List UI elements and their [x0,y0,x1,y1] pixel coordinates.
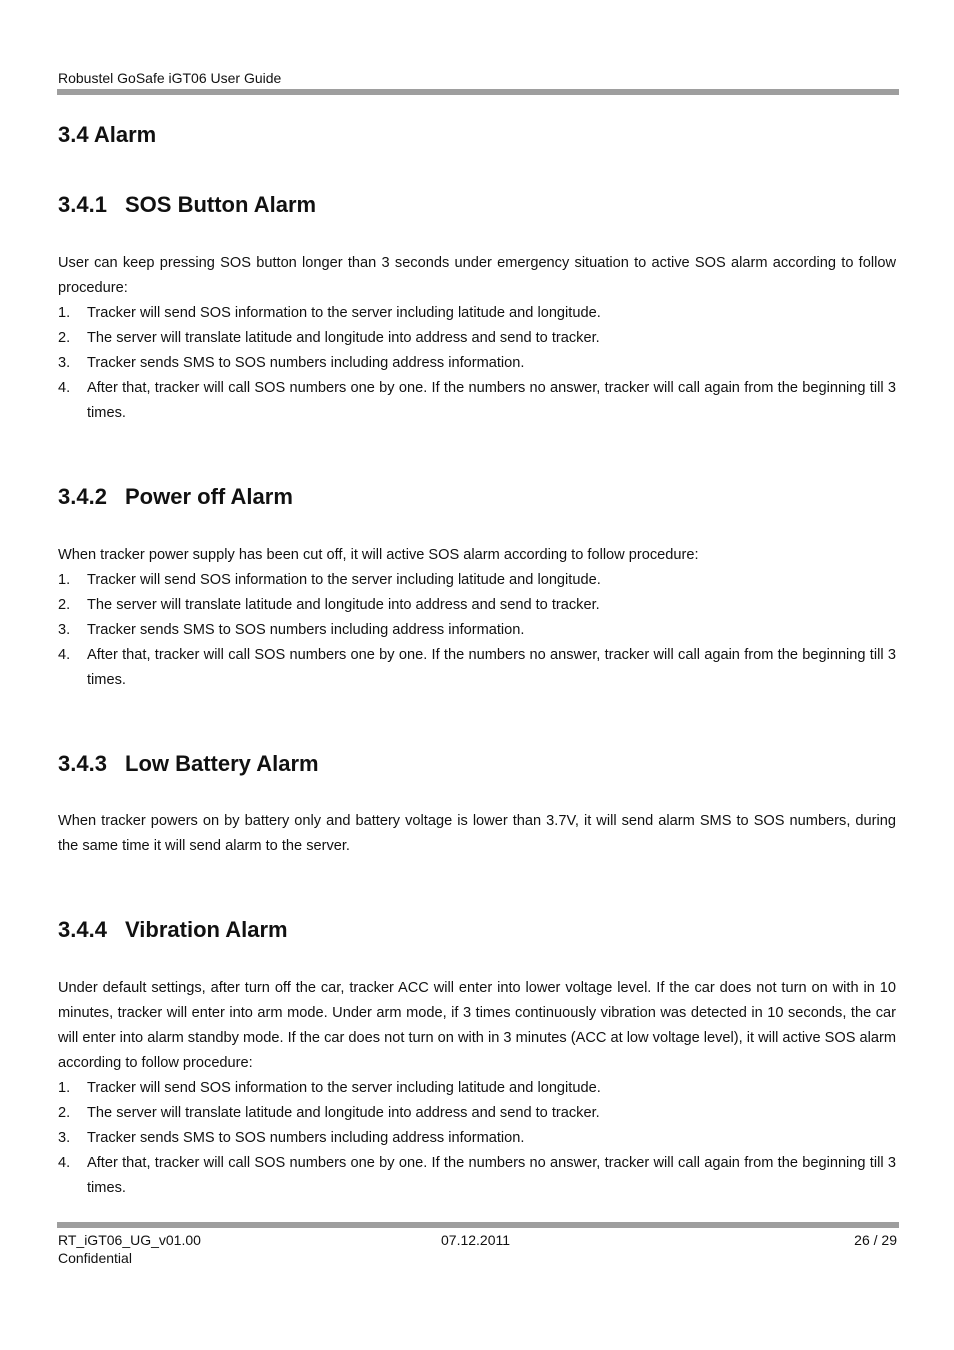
list-text: After that, tracker will call SOS numbers one by one. If the numbers no answer, tracker will call again from the beginning till 3 times. [87,647,896,688]
list-number: 3. [58,622,71,638]
sos-button-steps [58,301,896,426]
list-item [58,593,896,618]
list-text: Tracker sends SMS to SOS numbers including address information. [87,622,525,638]
list-item [58,1126,896,1151]
subsection-title: Low Battery Alarm [125,751,319,776]
subsection-heading-power-off [58,483,293,511]
list-text: Tracker will send SOS information to the server including latitude and longitude. [87,1080,601,1096]
list-number: 1. [58,1080,71,1096]
subsection-number: 3.4.2 [58,484,107,509]
list-number: 2. [58,1105,71,1121]
list-item [58,1151,896,1201]
list-text: After that, tracker will call SOS numbers one by one. If the numbers no answer, tracker will call again from the beginning till 3 times. [87,1155,896,1196]
power-off-intro: When tracker power supply has been cut off, it will active SOS alarm according to follow procedure: [58,547,699,563]
confidentiality-label: Confidential [58,1250,132,1266]
list-text: After that, tracker will call SOS numbers one by one. If the numbers no answer, tracker will call again from the beginning till 3 times. [87,380,896,421]
vibration-steps [58,1076,896,1201]
list-item [58,643,896,693]
list-text: Tracker will send SOS information to the server including latitude and longitude. [87,305,601,321]
subsection-title: SOS Button Alarm [125,192,317,217]
list-item [58,301,896,326]
vibration-body [58,976,896,1201]
subsection-heading-vibration [58,916,288,944]
footer-left [58,1231,201,1267]
list-number: 1. [58,305,71,321]
list-item [58,351,896,376]
subsection-title: Power off Alarm [125,484,293,509]
list-number: 4. [58,1155,71,1171]
low-battery-body [58,809,896,859]
power-off-steps [58,568,896,693]
list-text: The server will translate latitude and longitude into address and send to tracker. [87,1105,600,1121]
sos-button-body [58,251,896,426]
list-number: 3. [58,1130,71,1146]
list-text: The server will translate latitude and longitude into address and send to tracker. [87,597,600,613]
list-text: The server will translate latitude and longitude into address and send to tracker. [87,330,600,346]
list-text: Tracker sends SMS to SOS numbers including address information. [87,1130,525,1146]
footer-date: 07.12.2011 [441,1232,511,1248]
list-number: 2. [58,597,71,613]
footer-divider [57,1222,899,1228]
list-text: Tracker sends SMS to SOS numbers including address information. [87,355,525,371]
list-item [58,568,896,593]
list-number: 4. [58,380,71,396]
subsection-heading-sos-button [58,191,316,219]
running-header: Robustel GoSafe iGT06 User Guide [58,70,282,86]
page-number: 26 / 29 [854,1232,897,1248]
list-item [58,618,896,643]
list-number: 3. [58,355,71,371]
list-number: 4. [58,647,71,663]
list-item [58,1101,896,1126]
subsection-number: 3.4.1 [58,192,107,217]
power-off-body [58,543,896,693]
document-id: RT_iGT06_UG_v01.00 [58,1232,201,1248]
low-battery-text: When tracker powers on by battery only and battery voltage is lower than 3.7V, it will send alarm SMS to SOS numbers, during the same time it will send alarm to the server. [58,813,896,854]
list-text: Tracker will send SOS information to the server including latitude and longitude. [87,572,601,588]
section-heading: 3.4 Alarm [58,122,157,147]
subsection-heading-low-battery [58,750,319,778]
list-number: 2. [58,330,71,346]
list-item [58,326,896,351]
list-item [58,1076,896,1101]
vibration-intro: Under default settings, after turn off the car, tracker ACC will enter into lower voltage level. If the car does not turn on with in 10 minutes, tracker will enter into arm mode. Under arm mode, if 3 times continuously vibration was detected in 10 seconds, the car will enter into alarm standby mode. If the car does not turn on with in 3 minutes (ACC at low voltage level), it will active SOS alarm according to follow procedure: [58,980,896,1071]
list-number: 1. [58,572,71,588]
subsection-number: 3.4.3 [58,751,107,776]
subsection-number: 3.4.4 [58,917,107,942]
list-item [58,376,896,426]
subsection-title: Vibration Alarm [125,917,288,942]
header-divider [57,89,899,95]
sos-button-intro: User can keep pressing SOS button longer than 3 seconds under emergency situation to active SOS alarm according to follow procedure: [58,255,896,296]
